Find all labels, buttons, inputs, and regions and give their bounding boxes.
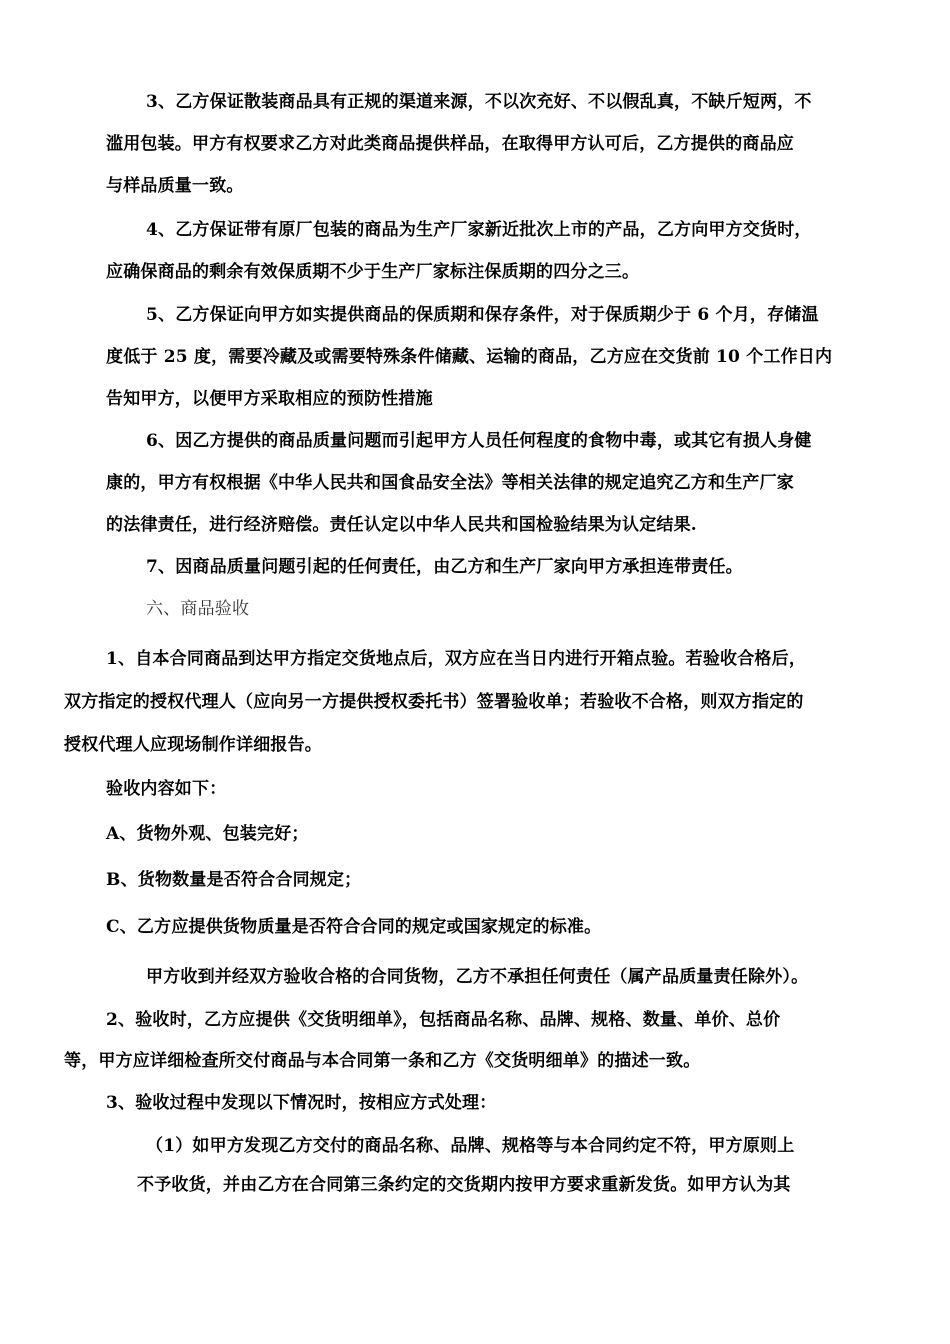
acceptance-3-sub-1-line-1: （1）如甲方发现乙方交付的商品名称、品牌、规格等与本合同约定不符，甲方原则上 <box>146 1136 795 1156</box>
clause-7-line-1: 7、因商品质量问题引起的任何责任，由乙方和生产厂家向甲方承担连带责任。 <box>146 557 743 577</box>
acceptance-3-sub-1-line-2: 不予收货，并由乙方在合同第三条约定的交货期内按甲方要求重新发货。如甲方认为其 <box>137 1175 791 1195</box>
clause-5-line-2: 度低于 25 度，需要冷藏及或需要特殊条件储藏、运输的商品，乙方应在交货前 10 个工作日内 <box>106 347 833 367</box>
clause-3-line-1: 3、乙方保证散装商品具有正规的渠道来源，不以次充好、不以假乱真，不缺斤短两，不 <box>146 92 812 112</box>
clause-6-line-2: 康的，甲方有权根据《中华人民共和国食品安全法》等相关法律的规定追究乙方和生产厂家 <box>106 473 794 493</box>
acceptance-item-a: A、货物外观、包装完好； <box>106 824 309 844</box>
acceptance-1-line-1: 1、自本合同商品到达甲方指定交货地点后，双方应在当日内进行开箱点验。若验收合格后， <box>106 649 807 669</box>
acceptance-1-line-3: 授权代理人应现场制作详细报告。 <box>64 735 322 755</box>
acceptance-item-b: B、货物数量是否符合合同规定； <box>106 870 362 890</box>
clause-5-line-1: 5、乙方保证向甲方如实提供商品的保质期和保存条件，对于保质期少于 6 个月，存储温 <box>146 305 819 325</box>
acceptance-item-c: C、乙方应提供货物质量是否符合合同的规定或国家规定的标准。 <box>106 917 602 937</box>
clause-4-line-2: 应确保商品的剩余有效保质期不少于生产厂家标注保质期的四分之三。 <box>106 262 640 282</box>
clause-6-line-3: 的法律责任，进行经济赔偿。责任认定以中华人民共和国检验结果为认定结果. <box>106 515 697 535</box>
acceptance-note: 甲方收到并经双方验收合格的合同货物，乙方不承担任何责任（属产品质量责任除外）。 <box>146 967 809 987</box>
clause-3-line-2: 滥用包装。甲方有权要求乙方对此类商品提供样品，在取得甲方认可后，乙方提供的商品应 <box>106 134 794 154</box>
acceptance-3-line-1: 3、验收过程中发现以下情况时，按相应方式处理： <box>106 1093 497 1113</box>
clause-5-line-3: 告知甲方，以便甲方采取相应的预防性措施 <box>106 389 433 409</box>
clause-6-line-1: 6、因乙方提供的商品质量问题而引起甲方人员任何程度的食物中毒，或其它有损人身健 <box>146 431 812 451</box>
clause-4-line-1: 4、乙方保证带有原厂包装的商品为生产厂家新近批次上市的产品，乙方向甲方交货时， <box>146 220 812 240</box>
acceptance-content-label: 验收内容如下： <box>106 779 227 799</box>
acceptance-2-line-2: 等，甲方应详细检查所交付商品与本合同第一条和乙方《交货明细单》的描述一致。 <box>64 1051 701 1071</box>
acceptance-1-line-2: 双方指定的授权代理人（应向另一方提供授权委托书）签署验收单；若验收不合格，则双方指定的 <box>64 692 804 712</box>
section-heading-acceptance: 六、商品验收 <box>146 599 250 619</box>
acceptance-2-line-1: 2、验收时，乙方应提供《交货明细单》，包括商品名称、品牌、规格、数量、单价、总价 <box>106 1010 781 1030</box>
clause-3-line-3: 与样品质量一致。 <box>106 176 244 196</box>
